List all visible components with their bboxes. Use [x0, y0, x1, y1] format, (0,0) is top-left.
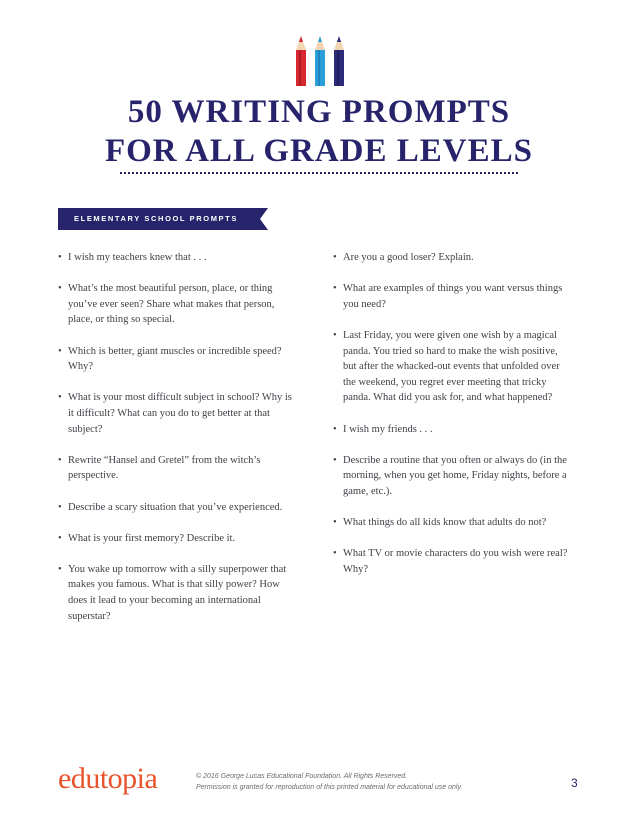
prompt-item: • What are examples of things you want versus things you need?: [333, 281, 568, 312]
prompts-right-column: [333, 250, 568, 593]
edutopia-logo: edutopia: [58, 762, 158, 795]
permission-text: Permission is granted for reproduction of this printed material for educational use only.: [196, 784, 463, 791]
pencil-red-icon: [296, 36, 306, 86]
pencil-navy-icon: [334, 36, 344, 86]
prompts-left-column: [58, 250, 293, 640]
prompt-item: • Rewrite “Hansel and Gretel” from the witch’s perspective.: [58, 453, 293, 484]
prompt-item: • Describe a routine that you often or always do (in the morning, when you get home, Friday nights, before a game, etc.).: [333, 453, 568, 500]
prompt-item: • Are you a good loser? Explain.: [333, 250, 568, 266]
prompt-item: • What’s the most beautiful person, place, or thing you’ve ever seen? Share what makes that person, place, or thing so special.: [58, 281, 293, 328]
prompt-item: • I wish my friends . . .: [333, 422, 568, 438]
prompt-item: • What is your most difficult subject in school? Why is it difficult? What can you do to get better at that subject?: [58, 390, 293, 437]
page-number: 3: [571, 776, 578, 790]
prompt-item: • What TV or movie characters do you wish were real? Why?: [333, 546, 568, 577]
section-banner: [58, 208, 268, 230]
prompt-item: • Which is better, giant muscles or incredible speed? Why?: [58, 344, 293, 375]
prompt-item: • What is your first memory? Describe it.: [58, 531, 293, 547]
prompt-item: • I wish my teachers knew that . . .: [58, 250, 293, 266]
pencil-blue-icon: [315, 36, 325, 86]
page-title-line2: FOR ALL GRADE LEVELS: [104, 133, 534, 169]
pencils-icon: [296, 36, 344, 86]
copyright-text: © 2016 George Lucas Educational Foundation. All Rights Reserved.: [196, 773, 408, 780]
prompt-item: • Describe a scary situation that you’ve experienced.: [58, 500, 293, 516]
prompt-item: • Last Friday, you were given one wish by a magical panda. You tried so hard to make the wish positive, but after the whacked-out events that unfolded over the weekend, you regret ever meeting that tricky panda. What did you ask for, and what happened?: [333, 328, 568, 406]
prompt-item: • What things do all kids know that adults do not?: [333, 515, 568, 531]
dotted-divider: [120, 172, 518, 174]
page-title-line1: 50 WRITING PROMPTS: [127, 94, 511, 130]
footer-legal: [196, 771, 462, 793]
prompt-item: • You wake up tomorrow with a silly superpower that makes you famous. What is that silly power? How does it lead to your becoming an international superstar?: [58, 562, 293, 624]
section-heading: ELEMENTARY SCHOOL PROMPTS: [74, 214, 238, 223]
